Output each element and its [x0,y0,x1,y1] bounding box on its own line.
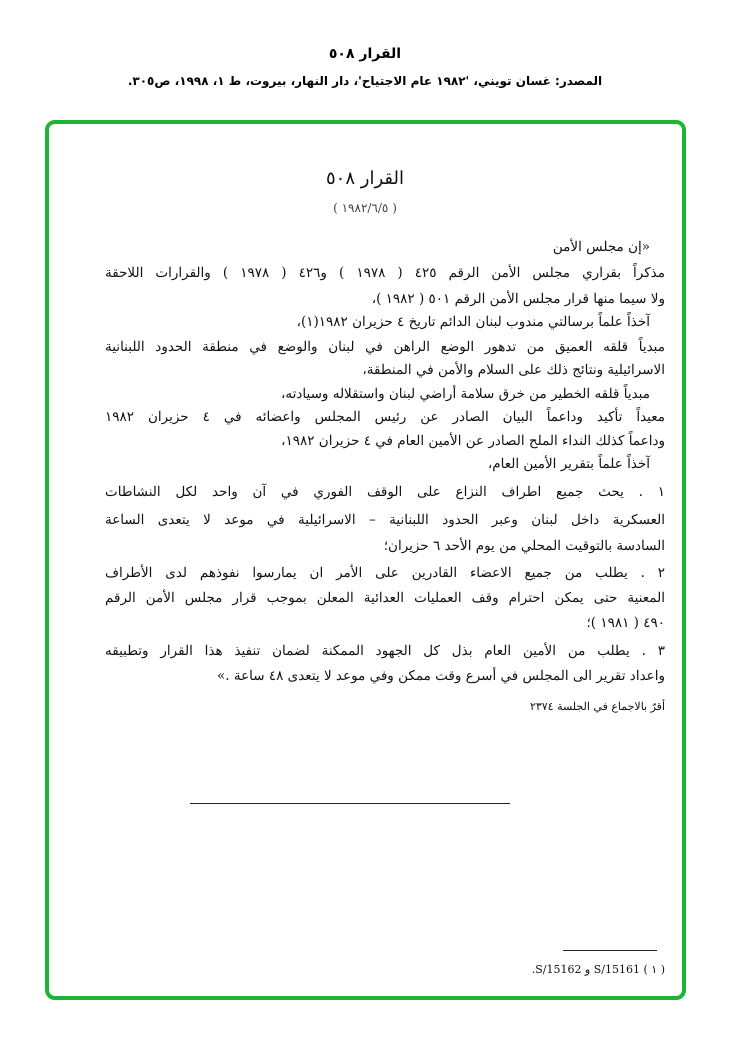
text-line: معيداً تأكيد وداعماً البيان الصادر عن رئيس المجلس واعضائه في ٤ حزيران ١٩٨٢ [105,409,665,425]
text-line: آخذاً علماً بتقرير الأمين العام، [487,456,650,472]
text-line: السادسة بالتوقيت المحلي من يوم الأحد ٦ حزيران؛ [383,538,665,554]
header-title: القرار ٥٠٨ [328,46,402,62]
text-line: مبدياً قلقه الخطير من خرق سلامة أراضي لبنان واستقلاله وسيادته، [281,386,650,402]
resolution-title: القرار ٥٠٨ [326,168,404,189]
text-line: ولا سيما منها قرار مجلس الأمن الرقم ٥٠١ ( ١٩٨٢ )، [371,291,665,307]
text-line: الاسرائيلية ونتائج ذلك على السلام والأمن في المنطقة، [362,362,665,378]
text-line: آخذاً علماً برسالتي مندوب لبنان الدائم تاريخ ٤ حزيران ١٩٨٢(١)، [296,314,650,330]
footnote-rule [563,950,657,951]
text-line: واعداد تقرير الى المجلس في أسرع وقت ممكن وفي موعد لا يتعدى ٤٨ ساعة .» [216,668,665,684]
text-line: وداعماً كذلك النداء الملح الصادر عن الأمين العام في ٤ حزيران ١٩٨٢، [281,433,665,449]
footnote: ( ١ ) S/15161 و S/15162. [531,963,665,976]
text-line: ١ . يحث جميع اطراف النزاع على الوقف الفوري في آن واحد لكل النشاطات [105,484,665,500]
text-line: ٤٩٠ ( ١٩٨١ )؛ [586,615,665,631]
text-line: المعنية حتى يمكن احترام وقف العمليات العدائية المعلن بموجب قرار مجلس الأمن الرقم [105,590,665,606]
text-line: «إن مجلس الأمن [552,239,650,255]
text-line: العسكرية داخل لبنان وعبر الحدود اللبنانية – الاسرائيلية في موعد لا يتعدى الساعة [105,512,665,528]
text-line: مذكراً بقراري مجلس الأمن الرقم ٤٢٥ ( ١٩٧٨ ) و٤٢٦ ( ١٩٧٨ ) والقرارات اللاحقة [105,265,665,281]
adoption-note: أقرّ بالاجماع في الجلسة ٢٣٧٤ [529,700,665,713]
source-citation: المصدر: غسان تويني، '١٩٨٢ عام الاجتياح'، دار النهار، بيروت، ط ١، ١٩٩٨، ص٣٠٥. [127,74,603,88]
resolution-date: ( ١٩٨٢/٦/٥ ) [333,201,397,215]
separator-line [190,803,510,804]
text-line: ٣ . يطلب من الأمين العام بذل كل الجهود الممكنة لضمان تنفيذ هذا القرار وتطبيقه [105,643,665,659]
text-line: ٢ . يطلب من جميع الاعضاء القادرين على الأمر ان يمارسوا نفوذهم لدى الأطراف [105,565,665,581]
text-line: مبدياً قلقه العميق من تدهور الوضع الراهن في لبنان والوضع في منطقة الحدود اللبنانية [105,339,665,355]
